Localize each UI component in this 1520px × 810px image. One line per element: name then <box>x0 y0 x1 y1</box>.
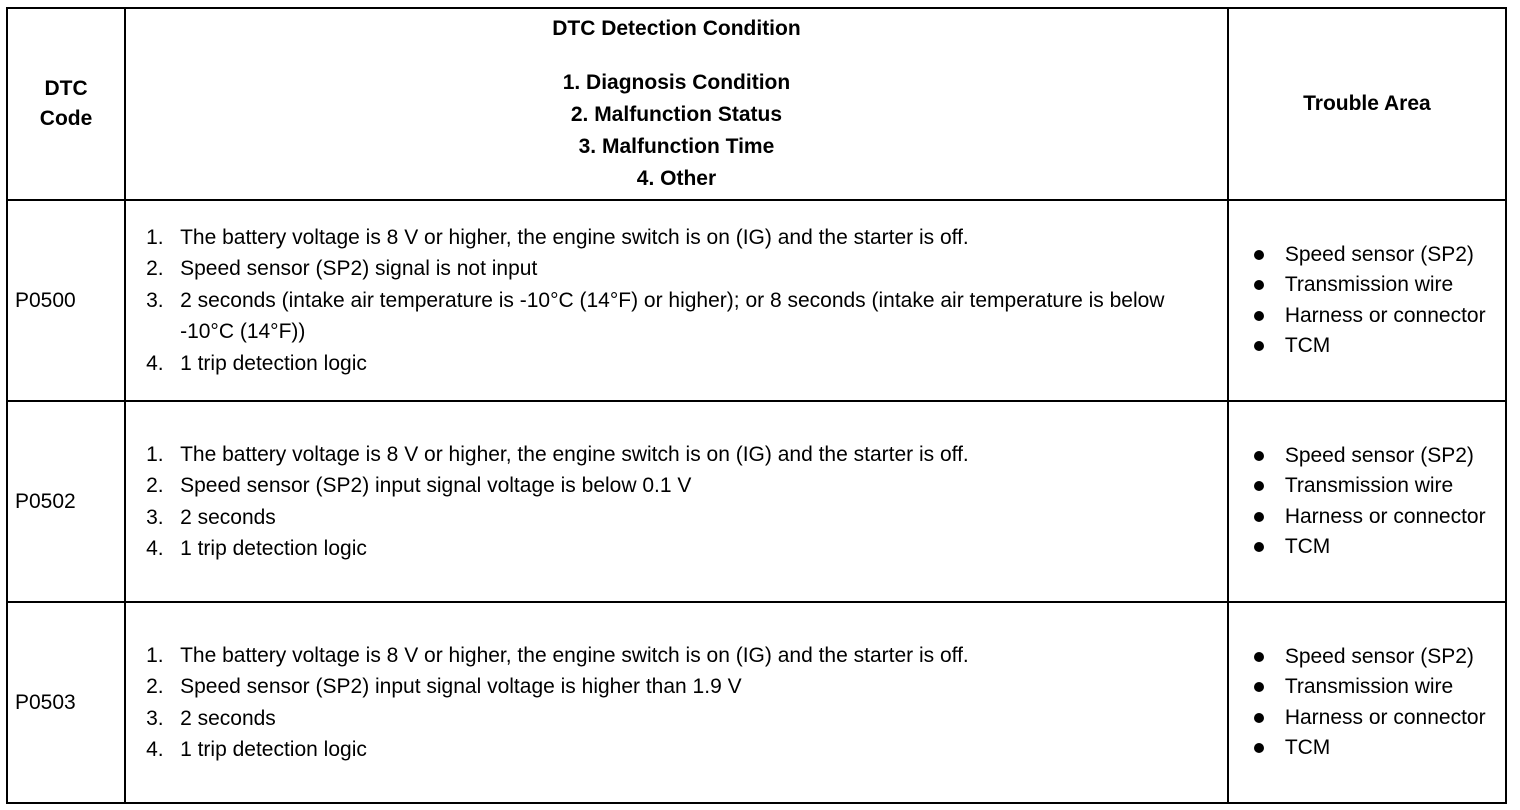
header-condition-item: 4. Other <box>636 167 717 190</box>
condition-item <box>146 533 1227 565</box>
dtc-code-cell: P0503 <box>7 602 125 803</box>
trouble-area-cell <box>1228 602 1506 803</box>
condition-item <box>146 253 1227 285</box>
condition-list <box>126 222 1227 380</box>
trouble-area-item <box>1251 672 1505 703</box>
condition-number: 1. <box>146 225 164 249</box>
header-detection-condition <box>125 8 1228 200</box>
trouble-area-cell <box>1228 200 1506 401</box>
trouble-area-item <box>1251 642 1505 673</box>
header-trouble-area: Trouble Area <box>1228 8 1506 200</box>
condition-number: 3. <box>146 288 164 312</box>
condition-item <box>146 671 1227 703</box>
header-condition-item: 2. Malfunction Status <box>570 103 783 126</box>
trouble-area-text: Speed sensor (SP2) <box>1284 443 1474 467</box>
condition-list <box>126 439 1227 565</box>
trouble-area-item <box>1251 441 1505 472</box>
trouble-area-item <box>1251 703 1505 734</box>
condition-text: The battery voltage is 8 V or higher, the engine switch is on (IG) and the starter is off. <box>180 442 969 466</box>
condition-text: 2 seconds (intake air temperature is -10°C (14°F) or higher); or 8 seconds (intake air temperature is below -10°C (14°F)) <box>180 288 1165 344</box>
trouble-area-cell <box>1228 401 1506 602</box>
condition-item <box>146 703 1227 735</box>
bullet-icon <box>1251 441 1285 472</box>
condition-number: 3. <box>146 505 164 529</box>
bullet-icon <box>1251 270 1285 301</box>
trouble-area-text: TCM <box>1284 535 1331 558</box>
trouble-area-list <box>1229 240 1505 362</box>
table-header-row <box>7 8 1506 200</box>
condition-item <box>146 470 1227 502</box>
trouble-area-item <box>1251 270 1505 301</box>
condition-text: Speed sensor (SP2) input signal voltage is higher than 1.9 V <box>180 675 742 698</box>
condition-number: 4. <box>146 351 164 375</box>
trouble-area-list <box>1229 642 1505 764</box>
dtc-code-cell: P0502 <box>7 401 125 602</box>
condition-text: 2 seconds <box>180 505 276 529</box>
trouble-area-text: Transmission wire <box>1284 474 1454 497</box>
header-dtc-code-line2: Code <box>39 107 93 130</box>
trouble-area-item <box>1251 240 1505 271</box>
bullet-icon <box>1251 301 1285 332</box>
condition-text: Speed sensor (SP2) input signal voltage is below 0.1 V <box>180 474 692 497</box>
header-condition-item: 1. Diagnosis Condition <box>562 71 791 94</box>
condition-number: 2. <box>146 474 164 497</box>
condition-number: 4. <box>146 738 164 761</box>
trouble-area-text: Harness or connector <box>1284 504 1486 528</box>
trouble-area-text: TCM <box>1284 334 1331 357</box>
bullet-icon <box>1251 471 1285 502</box>
trouble-area-item <box>1251 532 1505 563</box>
condition-item <box>146 285 1227 348</box>
condition-item <box>146 734 1227 766</box>
condition-text: The battery voltage is 8 V or higher, the engine switch is on (IG) and the starter is off. <box>180 643 969 667</box>
bullet-icon <box>1251 240 1285 271</box>
trouble-area-item <box>1251 301 1505 332</box>
trouble-area-text: Speed sensor (SP2) <box>1284 242 1474 266</box>
condition-number: 1. <box>146 442 164 466</box>
condition-item <box>146 348 1227 380</box>
bullet-icon <box>1251 642 1285 673</box>
condition-text: 1 trip detection logic <box>180 738 367 761</box>
condition-item <box>146 502 1227 534</box>
condition-number: 2. <box>146 257 164 281</box>
table-row <box>7 401 1506 602</box>
trouble-area-item <box>1251 471 1505 502</box>
trouble-area-text: Transmission wire <box>1284 273 1454 296</box>
trouble-area-text: Harness or connector <box>1284 303 1486 327</box>
condition-text: 2 seconds <box>180 706 276 730</box>
trouble-area-item <box>1251 502 1505 533</box>
condition-text: Speed sensor (SP2) signal is not input <box>180 257 538 281</box>
trouble-area-text: Speed sensor (SP2) <box>1284 644 1474 668</box>
header-condition-list <box>126 67 1227 195</box>
trouble-area-item <box>1251 331 1505 362</box>
condition-list <box>126 640 1227 766</box>
dtc-code-cell: P0500 <box>7 200 125 401</box>
bullet-icon <box>1251 331 1285 362</box>
condition-text: 1 trip detection logic <box>180 537 367 560</box>
header-condition-item: 3. Malfunction Time <box>578 135 775 158</box>
condition-cell <box>125 200 1228 401</box>
condition-cell <box>125 401 1228 602</box>
header-dtc-code <box>7 8 125 200</box>
condition-item <box>146 222 1227 254</box>
condition-cell <box>125 602 1228 803</box>
trouble-area-list <box>1229 441 1505 563</box>
trouble-area-text: TCM <box>1284 736 1331 759</box>
condition-text: 1 trip detection logic <box>180 351 367 375</box>
trouble-area-text: Transmission wire <box>1284 675 1454 698</box>
bullet-icon <box>1251 703 1285 734</box>
trouble-area-text: Harness or connector <box>1284 705 1486 729</box>
condition-number: 2. <box>146 675 164 698</box>
condition-number: 4. <box>146 537 164 560</box>
dtc-table <box>6 7 1507 804</box>
condition-number: 3. <box>146 706 164 730</box>
bullet-icon <box>1251 733 1285 764</box>
table-row <box>7 602 1506 803</box>
condition-text: The battery voltage is 8 V or higher, the engine switch is on (IG) and the starter is off. <box>180 225 969 249</box>
table-row <box>7 200 1506 401</box>
bullet-icon <box>1251 532 1285 563</box>
condition-item <box>146 640 1227 672</box>
header-condition-title: DTC Detection Condition <box>552 17 801 40</box>
header-dtc-code-line1: DTC <box>44 77 88 100</box>
bullet-icon <box>1251 502 1285 533</box>
bullet-icon <box>1251 672 1285 703</box>
trouble-area-item <box>1251 733 1505 764</box>
condition-item <box>146 439 1227 471</box>
condition-number: 1. <box>146 643 164 667</box>
